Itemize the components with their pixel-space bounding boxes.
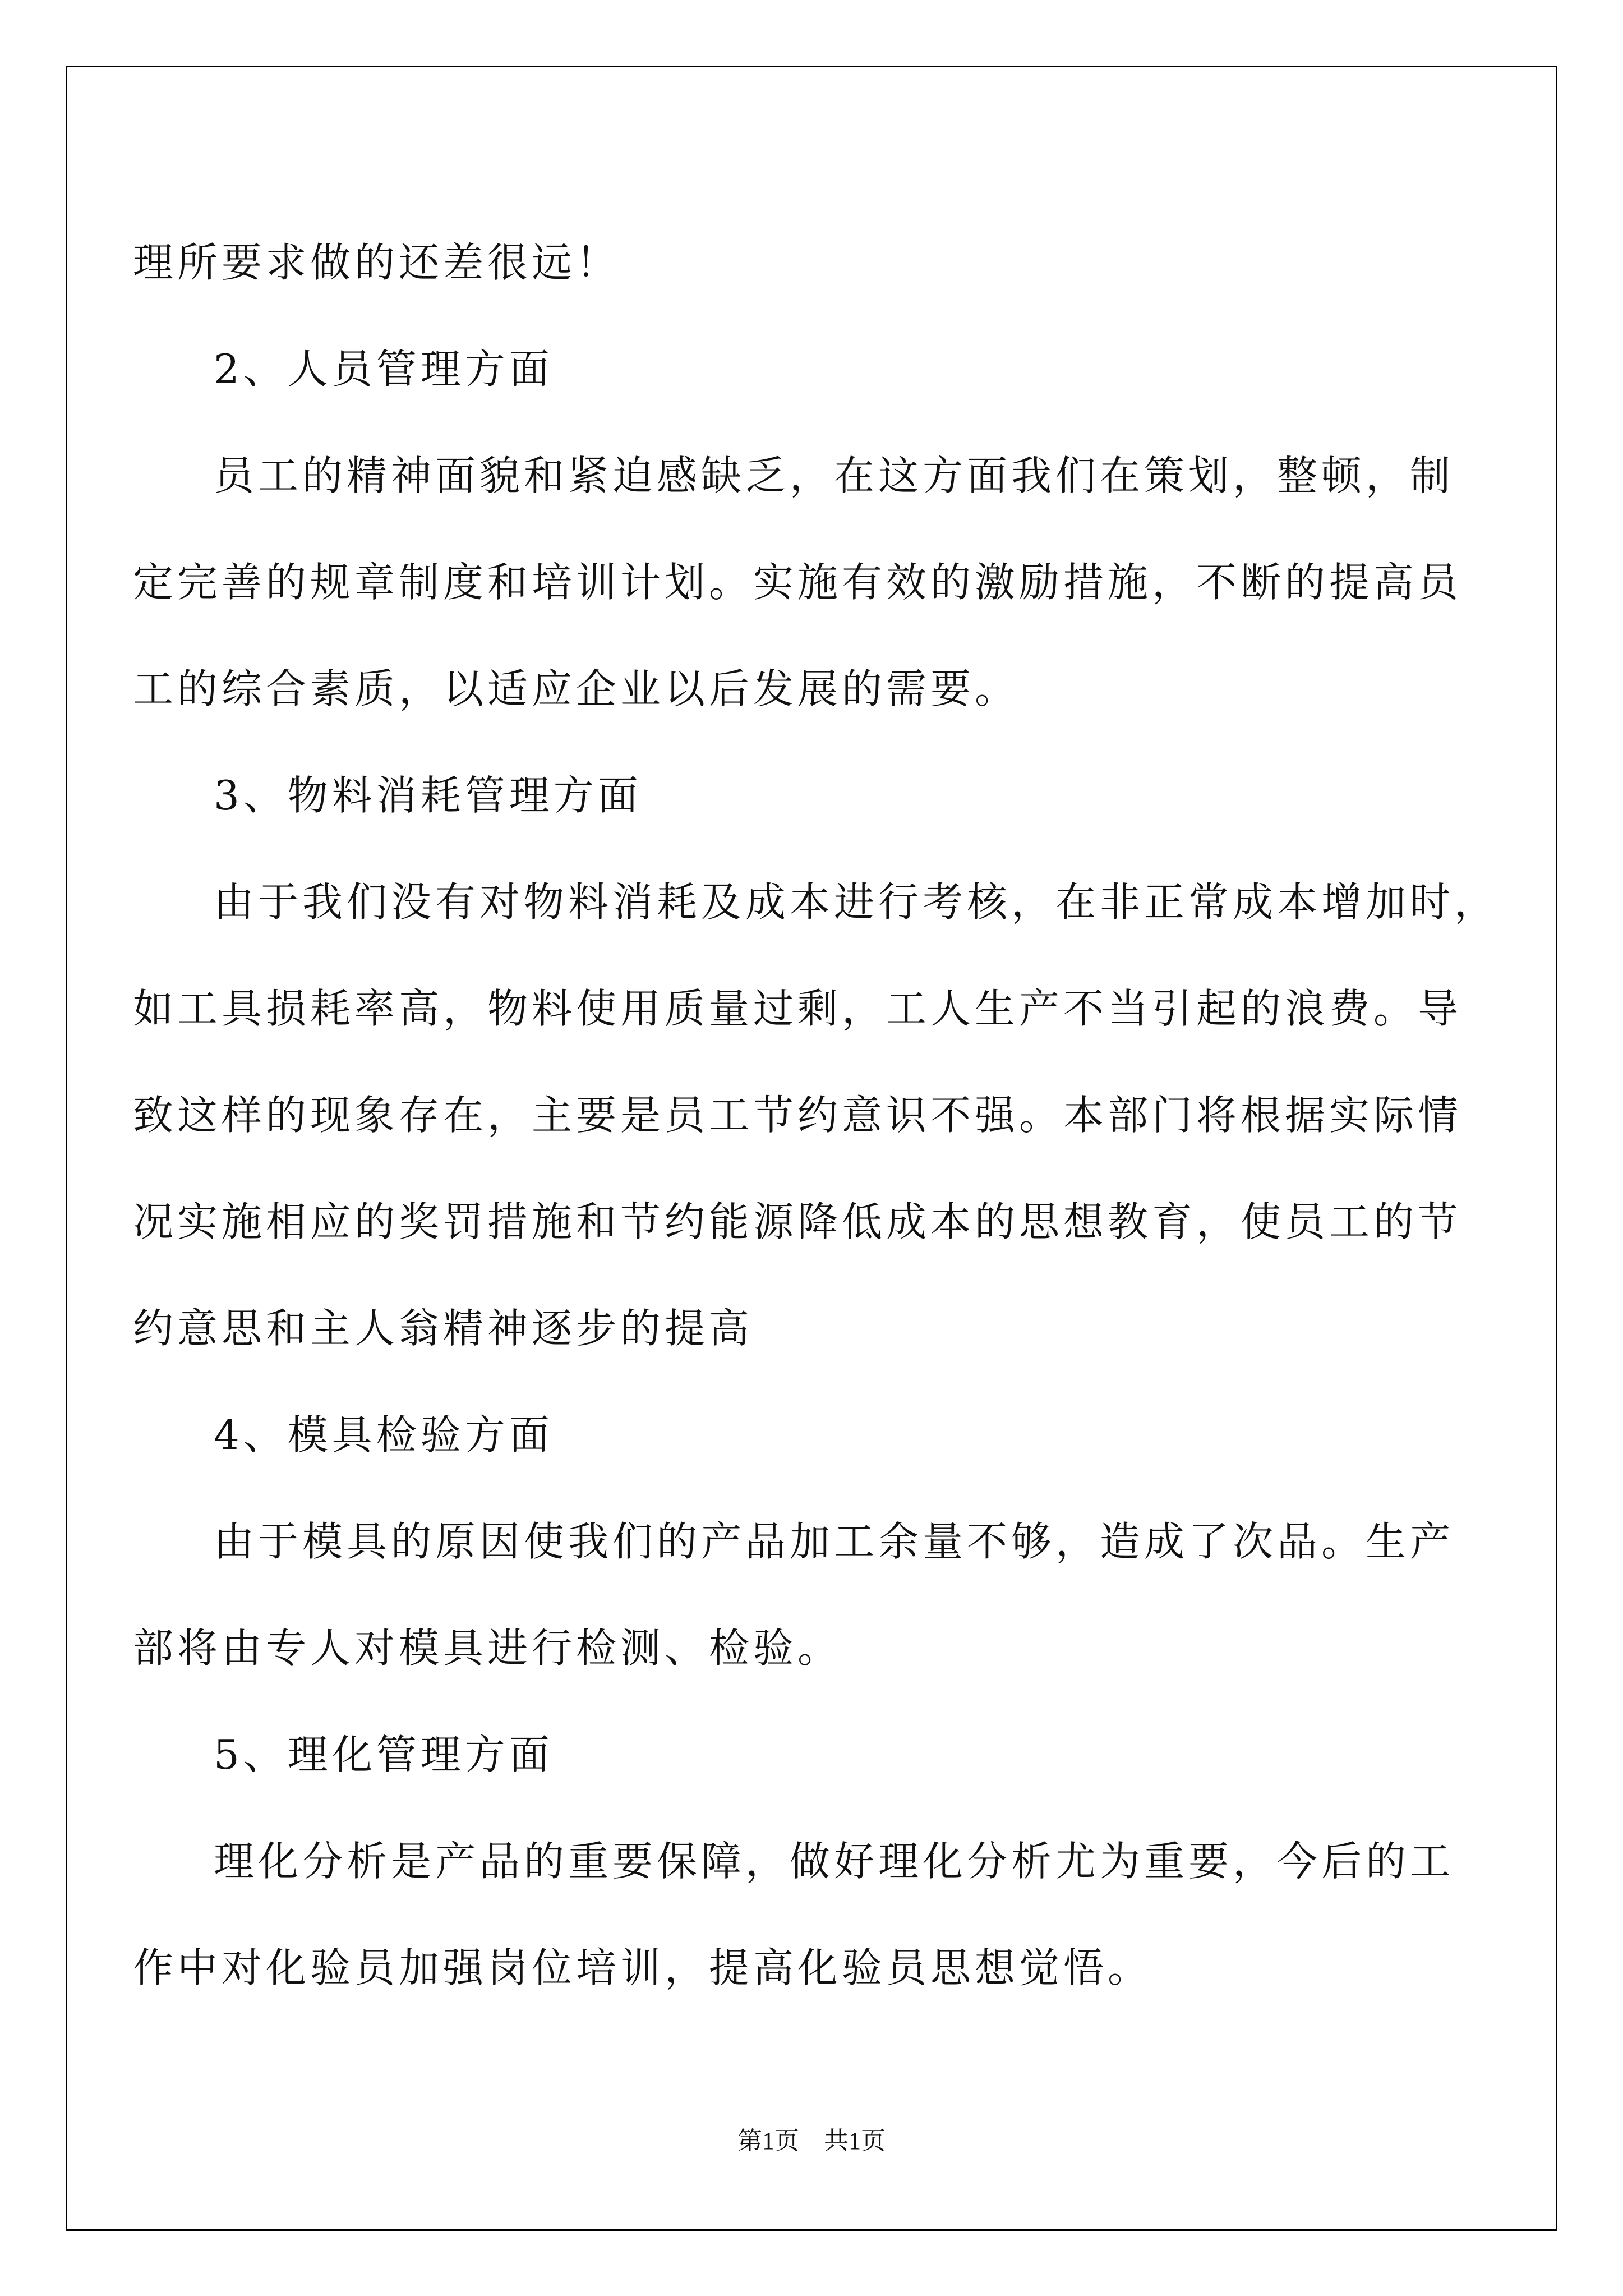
paragraph-line: 况实施相应的奖罚措施和节约能源降低成本的思想教育，使员工的节 <box>133 1198 1463 1245</box>
paragraph-line: 如工具损耗率高，物料使用质量过剩，工人生产不当引起的浪费。导 <box>133 985 1463 1032</box>
paragraph-line: 由于我们没有对物料消耗及成本进行考核，在非正常成本增加时， <box>214 878 1499 926</box>
paragraph-line: 理所要求做的还差很远！ <box>133 239 621 286</box>
paragraph-line: 定完善的规章制度和培训计划。实施有效的激励措施，不断的提高员 <box>133 559 1463 606</box>
paragraph-line: 部将由专人对模具进行检测、检验。 <box>133 1625 842 1672</box>
page-number-footer: 第1页 共1页 <box>737 2127 886 2155</box>
section-heading-2: 2、人员管理方面 <box>214 346 554 393</box>
paragraph-line: 由于模具的原因使我们的产品加工余量不够，造成了次品。生产 <box>214 1518 1455 1565</box>
paragraph-line: 致这样的现象存在，主要是员工节约意识不强。本部门将根据实际情 <box>133 1092 1463 1139</box>
paragraph-line: 员工的精神面貌和紧迫感缺乏，在这方面我们在策划，整顿，制 <box>214 452 1455 499</box>
section-heading-5: 5、理化管理方面 <box>214 1731 554 1778</box>
paragraph-line: 作中对化验员加强岗位培训，提高化验员思想觉悟。 <box>133 1944 1152 1991</box>
section-heading-3: 3、物料消耗管理方面 <box>214 772 642 819</box>
paragraph-line: 理化分析是产品的重要保障，做好理化分析尤为重要，今后的工 <box>214 1838 1455 1885</box>
section-heading-4: 4、模具检验方面 <box>214 1411 554 1458</box>
paragraph-line: 工的综合素质，以适应企业以后发展的需要。 <box>133 665 1020 712</box>
paragraph-line: 约意思和主人翁精神逐步的提高 <box>133 1305 754 1352</box>
